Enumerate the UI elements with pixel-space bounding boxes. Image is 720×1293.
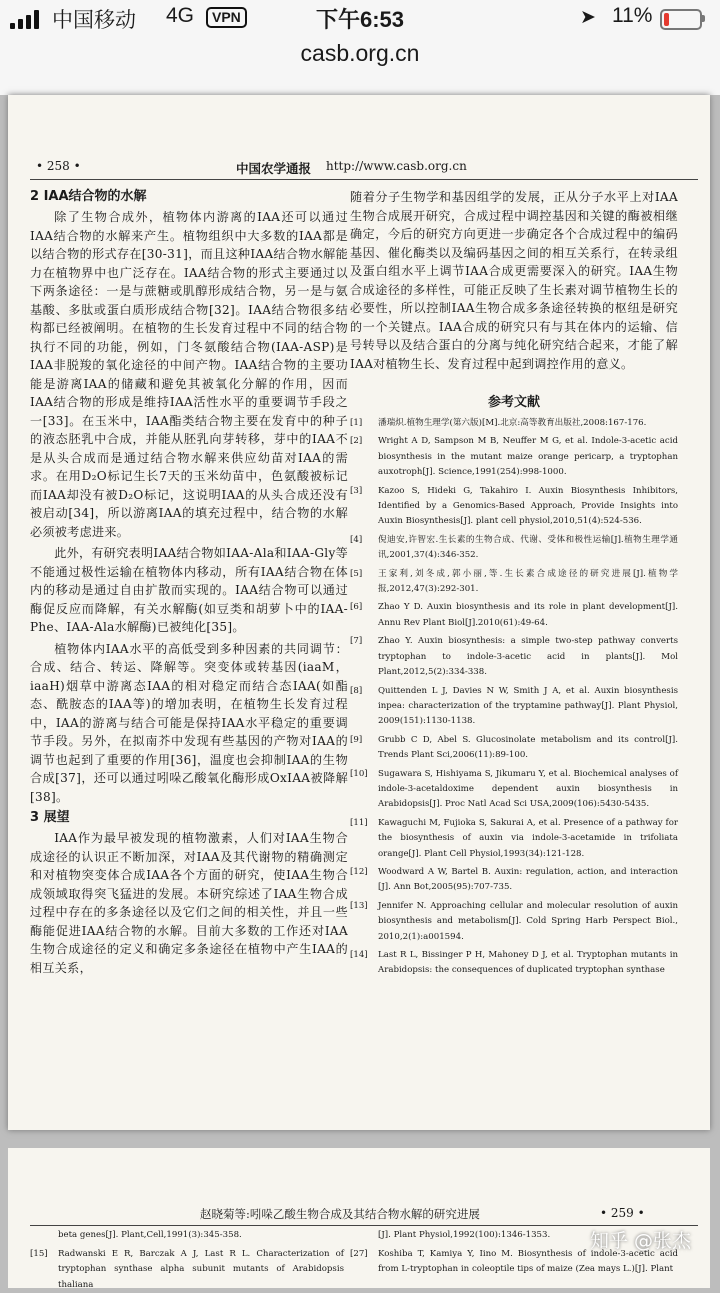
reference-text: Zhao Y. Auxin biosynthesis: a simple two-step pathway converts tryptophan to indole-3-acetic acid in plants[J]. Mol Plant,2012,5(2):334-338. bbox=[378, 636, 678, 678]
location-arrow-icon: ➤ bbox=[580, 7, 596, 28]
reference-item bbox=[350, 816, 678, 862]
body-paragraph: 植物体内IAA水平的高低受到多种因素的共同调节：合成、结合、转运、降解等。突变体或转基因(iaaM，iaaH)烟草中游离态IAA的相对稳定而结合态IAA(如酯态、酰胺态的IAA等)的增加表明，在植物生长发育过程中，IAA的游离与结合可能是保持IAA水平稳定的重要调节手段。另外，在拟南芥中发现有些基因的产物对IAA的调节也起到了重要的作用[36]，温度也会抑制IAA的生物合成[37]，还可以通过吲哚乙酸氧化酶形成OxIAA被降解[38]。 bbox=[30, 641, 348, 804]
reference-number: [2] bbox=[350, 436, 363, 447]
reference-item bbox=[350, 767, 678, 813]
reference-number: [13] bbox=[350, 900, 368, 911]
network-label: 4G bbox=[166, 4, 195, 27]
reference-text: Wright A D, Sampson M B, Neuffer M G, et al. Indole-3-acetic acid biosynthesis in the mutant maize orange pericarp, a tryptophan auxotroph[J]. Science,1991(254):998-1000. bbox=[378, 436, 678, 478]
battery-percent: 11% bbox=[612, 4, 653, 27]
reference-item bbox=[350, 865, 678, 896]
body-paragraph: 除了生物合成外，植物体内游离的IAA还可以通过IAA结合物的水解来产生。植物组织中大多数的IAA都是以结合物的形式存在[30-31]，而且这种IAA结合物水解能力在植物界中也广泛存在。IAA结合物的形式主要通过以下两条途径：一是与蔗糖或肌醇形成结合物，另一是与氨基酸、多肽或蛋白质形成结合物[32]。IAA结合物很多结构都已经被阐明。在植物的生长发育过程中不同的结合物执行不同的功能，例如，门冬氨酸结合物(IAA-ASP)是IAA非脱羧的氧化途径的中间产物。IAA结合物的主要功能是游离IAA的储藏和避免其被氧化分解的作用，因而IAA结合物的形成是维持IAA活性水平的重要调节手段之一[33]。在玉米中，IAA酯类结合物主要在发育中的种子的液态胚乳中合成，并能从胚乳向芽转移，芽中的IAA不是从头合成而是通过结合物水解来供应幼苗对IAA的需求。在用D₂O标记生长7天的玉米幼苗中，色氨酸被标记而IAA却没有被D₂O标记，这说明IAA的从头合成还没有被启动[34]，所以游离IAA的填充过程中，结合物的水解必须被考虑进来。 bbox=[30, 210, 348, 539]
reference-text: Kawaguchi M, Fujioka S, Sakurai A, et al. Presence of a pathway for the biosynthesis of auxin via indole-3-acetamide in trifoliata orange[J]. Plant Cell Physiol,1993(34):121-128. bbox=[378, 817, 678, 859]
document-page-258 bbox=[8, 95, 710, 1130]
reference-number: [9] bbox=[350, 734, 363, 745]
reference-text: Last R L, Bissinger P H, Mahoney D J, et al. Tryptophan mutants in Arabidopsis: the consequences of duplicated tryptophan synthase bbox=[378, 950, 678, 976]
reference-continuation: beta genes[J]. Plant,Cell,1991(3):345-358. bbox=[58, 1230, 242, 1240]
reference-number: [14] bbox=[350, 950, 368, 960]
reference-continuation: [J]. Plant Physiol,1992(100):1346-1353. bbox=[378, 1230, 551, 1240]
watermark: 知乎 @张杰 bbox=[590, 1230, 692, 1252]
reference-number: [1] bbox=[350, 418, 363, 428]
reference-text: 倪迪安,许智宏.生长素的生物合成、代谢、受体和极性运输[J].植物生理学通讯,2001,37(4):346-352. bbox=[378, 534, 678, 561]
reference-number: [3] bbox=[350, 485, 363, 496]
clock: 下午6:53 bbox=[315, 7, 405, 32]
reference-text: Kazoo S, Hideki G, Takahiro I. Auxin Biosynthesis Inhibitors, Identified by a Genomics-Based Approach, Provide Insights into Auxin Biosynthesis[J]. plant cell physiol,2010,51(4):524-536. bbox=[378, 485, 678, 527]
reference-number: [6] bbox=[350, 602, 363, 613]
vpn-badge: VPN bbox=[206, 7, 247, 28]
reference-number: [5] bbox=[350, 568, 363, 579]
reference-number: [4] bbox=[350, 534, 363, 545]
reference-text: 王家利,刘冬成,郭小丽,等.生长素合成途径的研究进展[J].植物学报,2012,47(3):292-301. bbox=[378, 568, 678, 595]
reference-item bbox=[350, 484, 678, 530]
document-page-259 bbox=[8, 1148, 710, 1288]
reference-text: Koshiba T, Kamiya Y, Iino M. Biosynthesis of indole-3-acetic acid from L-tryptophan in coleoptile tips of maize (Zea mays L.)[J]. Plant bbox=[378, 1249, 678, 1275]
reference-number: [11] bbox=[350, 817, 368, 828]
reference-text: Grubb C D, Abel S. Glucosinolate metabolism and its control[J]. Trends Plant Sci,2006(11):89-100. bbox=[378, 734, 678, 761]
reference-text: Radwanski E R, Barczak A J, Last R L. Characterization of tryptophan synthase alpha subunit mutants of Arabidopsis thaliana bbox=[58, 1249, 344, 1290]
journal-name: 中国农学通报 bbox=[236, 161, 312, 176]
reference-item bbox=[350, 684, 678, 730]
reference-number: [15] bbox=[30, 1249, 48, 1259]
left-column bbox=[30, 188, 348, 980]
reference-item bbox=[350, 600, 678, 631]
reference-number: [12] bbox=[350, 866, 368, 877]
reference-text: Woodward A W, Bartel B. Auxin: regulation, action, and interaction [J]. Ann Bot,2005(95):707-735. bbox=[378, 866, 678, 893]
section-heading: 2 IAA结合物的水解 bbox=[30, 189, 147, 204]
reference-item bbox=[350, 899, 678, 945]
battery-icon bbox=[660, 9, 702, 30]
reference-item bbox=[350, 567, 678, 598]
battery-tip bbox=[702, 15, 705, 22]
reference-item bbox=[350, 634, 678, 680]
body-paragraph: IAA作为最早被发现的植物激素，人们对IAA生物合成途径的认识正不断加深，对IAA及其代谢物的精确测定和对植物突变体合成IAA各个方面的研究，使IAA生物合成领域取得突飞猛进的发展。本研究综述了IAA生物合成过程中存在的多条途径以及它们之间的相关性，并且一些酶能促进IAA结合物的水解。目前大多数的工作还对IAA生物合成途径的定义和确定多条途径在植物中产生IAA的相互关系， bbox=[30, 831, 348, 975]
carrier-label: 中国移动 bbox=[52, 9, 136, 32]
address-bar-url[interactable]: casb.org.cn bbox=[300, 40, 420, 66]
reference-item bbox=[350, 733, 678, 764]
reference-text: Zhao Y D. Auxin biosynthesis and its role in plant development[J]. Annu Rev Plant Biol[J].2010(61):49-64. bbox=[378, 602, 678, 628]
body-paragraph: 此外，有研究表明IAA结合物如IAA-Ala和IAA-Gly等不能通过极性运输在植物体内移动，所有IAA结合物在体内的移动是通过自由扩散而实现的。IAA结合物可以通过酶促反应而降解，有关水解酶(如豆类和胡萝卜中的IAA-Phe、IAA-Ala水解酶)已被纯化[35]。 bbox=[30, 546, 348, 634]
reference-text: Sugawara S, Hishiyama S, Jikumaru Y, et al. Biochemical analyses of indole-3-acetaldoxime dependent auxin biosynthesis in Arabidopsis[J]. Proc Natl Acad Sci USA,2009(106):5430-5435. bbox=[378, 768, 678, 810]
right-column bbox=[350, 188, 678, 982]
header-rule bbox=[30, 179, 698, 180]
reference-item bbox=[350, 533, 678, 564]
reference-item bbox=[350, 434, 678, 480]
reference-list bbox=[350, 416, 678, 979]
reference-text: 潘瑞炽.植物生理学(第六版)[M].北京:高等教育出版社,2008:167-176. bbox=[378, 418, 647, 428]
journal-url: http://www.casb.org.cn bbox=[326, 159, 467, 173]
reference-text: Jennifer N. Approaching cellular and molecular resolution of auxin biosynthesis and metabolism[J]. Cold Spring Harb Perspect Biol., 2010,2(1):a001594. bbox=[378, 900, 678, 942]
section-heading: 3 展望 bbox=[30, 810, 70, 825]
reference-item bbox=[350, 948, 678, 979]
references-title: 参考文献 bbox=[487, 395, 540, 410]
page-number: • 258 • bbox=[36, 159, 81, 173]
reference-number: [8] bbox=[350, 685, 363, 696]
running-title: 赵晓菊等:吲哚乙酸生物合成及其结合物水解的研究进展 bbox=[200, 1207, 480, 1221]
reference-text: Quittenden L J, Davies N W, Smith J A, et al. Auxin biosynthesis inpea: characterization of the tryptamine pathway[J]. Plant Physiol, 2009(151):1130-1138. bbox=[378, 685, 678, 727]
reference-number: [27] bbox=[350, 1249, 368, 1259]
status-bar bbox=[0, 0, 720, 95]
conclusion-paragraph: 随着分子生物学和基因组学的发展，正从分子水平上对IAA生物合成展开研究，合成过程中调控基因和关键的酶被相继确定，今后的研究方向更进一步确定各个合成过程中的编码基因、催化酶类以及编码基因之间的相互关系行，在转录组及蛋白组水平上调节IAA合成更需要深入的研究。IAA生物合成途径的多样性，可能正反映了生长素对调节植物生长的必要性，所以控制IAA生物合成多条途径转换的枢纽是研究的一个关键点。IAA合成的研究只有与其在体内的运输、信号转导以及结合蛋白的分离与纯化研究结合起来，才能了解IAA对植物生长、发育过程中起到调控作用的意义。 bbox=[350, 190, 678, 371]
reference-number: [10] bbox=[350, 768, 368, 779]
page-number: • 259 • bbox=[600, 1206, 645, 1220]
reference-number: [7] bbox=[350, 636, 363, 647]
reference-item bbox=[350, 416, 678, 431]
